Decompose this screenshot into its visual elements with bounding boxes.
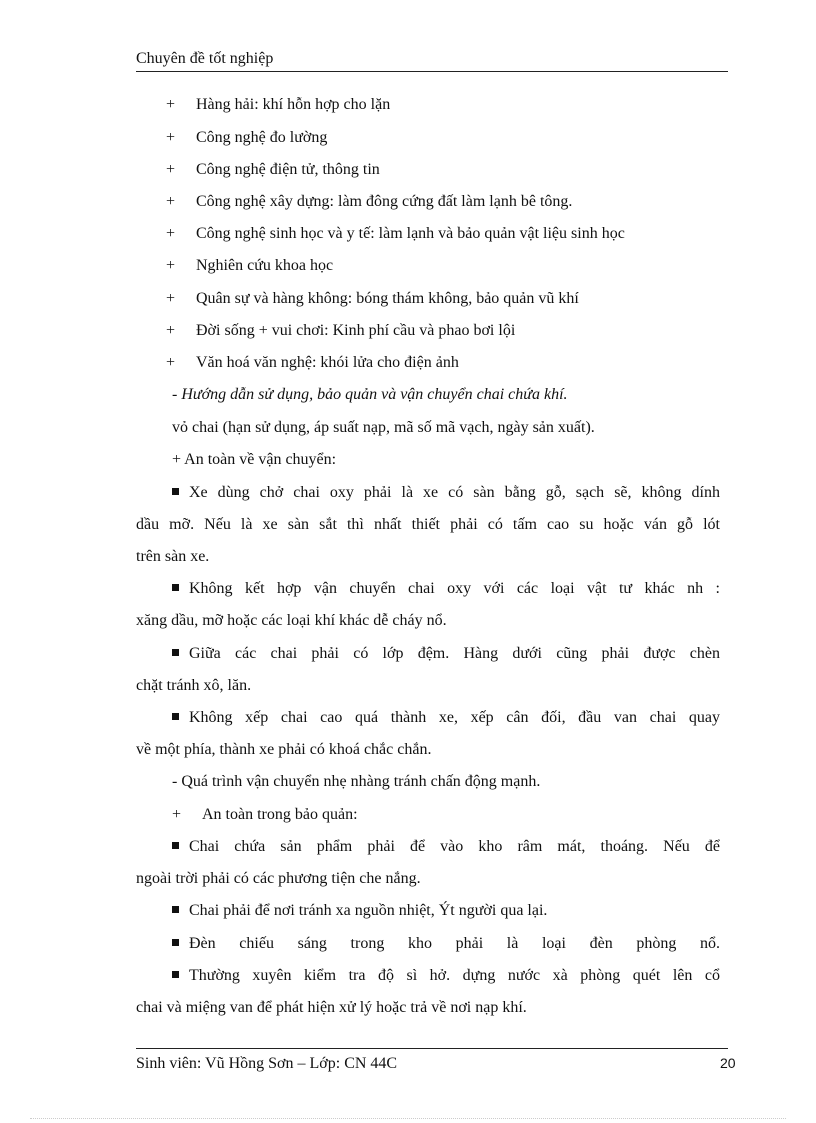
paragraph-line: Không xếp chai cao quá thành xe, xếp cân đối, đầu van chai quay bbox=[136, 709, 720, 727]
paragraph-line: Đèn chiếu sáng trong kho phải là loại đèn phòng nổ. bbox=[136, 935, 720, 953]
square-bullet-icon bbox=[172, 939, 179, 946]
list-item: + Công nghệ điện tử, thông tin bbox=[166, 161, 380, 178]
paragraph-line: Xe dùng chở chai oxy phải là xe có sàn bằng gỗ, sạch sẽ, không dính bbox=[136, 484, 720, 502]
cylinder-label-line: vỏ chai (hạn sử dụng, áp suất nạp, mã số mã vạch, ngày sản xuất). bbox=[172, 419, 595, 436]
storage-safety-heading: + An toàn trong bảo quản: bbox=[172, 806, 358, 823]
list-item: + Công nghệ sinh học và y tế: làm lạnh và bảo quản vật liệu sinh học bbox=[166, 225, 625, 242]
footer-student: Sinh viên: Vũ Hồng Sơn – Lớp: CN 44C bbox=[136, 1055, 398, 1072]
transport-safety-heading: + An toàn về vận chuyển: bbox=[172, 451, 337, 468]
square-bullet-icon bbox=[172, 649, 179, 656]
paragraph-line: Chai phải để nơi tránh xa nguồn nhiệt, Ýt người qua lại. bbox=[172, 902, 547, 920]
paragraph-line: về một phía, thành xe phải có khoá chắc chắn. bbox=[136, 741, 432, 758]
list-item: + Công nghệ đo lường bbox=[166, 129, 328, 146]
list-item: + Hàng hải: khí hỗn hợp cho lặn bbox=[166, 96, 391, 113]
paragraph-line: ngoài trời phải có các phương tiện che nắng. bbox=[136, 870, 421, 887]
paragraph-line: chặt tránh xô, lăn. bbox=[136, 677, 252, 694]
paragraph-line: xăng dầu, mỡ hoặc các loại khí khác dễ cháy nổ. bbox=[136, 612, 447, 629]
paragraph-line: Chai chứa sản phẩm phải để vào kho râm mát, thoáng. Nếu để bbox=[136, 838, 720, 856]
square-bullet-icon bbox=[172, 906, 179, 913]
paragraph-line: Thường xuyên kiểm tra độ sì hở. dựng nước xà phòng quét lên cổ bbox=[136, 967, 720, 985]
paragraph-line: dầu mỡ. Nếu là xe sàn sắt thì nhất thiết phải có tấm cao su hoặc ván gỗ lót bbox=[136, 516, 720, 533]
header-divider bbox=[136, 71, 728, 72]
square-bullet-icon bbox=[172, 842, 179, 849]
square-bullet-icon bbox=[172, 584, 179, 591]
square-bullet-icon bbox=[172, 488, 179, 495]
list-item: + Đời sống + vui chơi: Kinh phí cầu và phao bơi lội bbox=[166, 322, 516, 339]
paragraph-line: trên sàn xe. bbox=[136, 548, 210, 565]
square-bullet-icon bbox=[172, 713, 179, 720]
page-number: 20 bbox=[720, 1055, 736, 1071]
paragraph-line: - Quá trình vận chuyển nhẹ nhàng tránh chấn động mạnh. bbox=[172, 773, 541, 790]
page-header-title: Chuyên đề tốt nghiệp bbox=[136, 50, 274, 67]
square-bullet-icon bbox=[172, 971, 179, 978]
footer-divider bbox=[136, 1048, 728, 1049]
list-item: + Công nghệ xây dựng: làm đông cứng đất làm lạnh bê tông. bbox=[166, 193, 573, 210]
paragraph-line: Không kết hợp vận chuyển chai oxy với các loại vật tư khác nh : bbox=[136, 580, 720, 598]
paragraph-line: chai và miệng van để phát hiện xử lý hoặc trả về nơi nạp khí. bbox=[136, 999, 527, 1016]
page-edge-dotted-line bbox=[30, 1118, 786, 1119]
paragraph-line: Giữa các chai phải có lớp đệm. Hàng dưới cũng phải được chèn bbox=[136, 645, 720, 663]
usage-guide-heading: - Hướng dẫn sử dụng, bảo quản và vận chuyển chai chứa khí. bbox=[172, 386, 568, 403]
plus-icon: + bbox=[172, 806, 182, 823]
list-item: + Nghiên cứu khoa học bbox=[166, 257, 334, 274]
list-item: + Văn hoá văn nghệ: khói lửa cho điện ảnh bbox=[166, 354, 459, 371]
list-item: + Quân sự và hàng không: bóng thám không, bảo quản vũ khí bbox=[166, 290, 579, 307]
